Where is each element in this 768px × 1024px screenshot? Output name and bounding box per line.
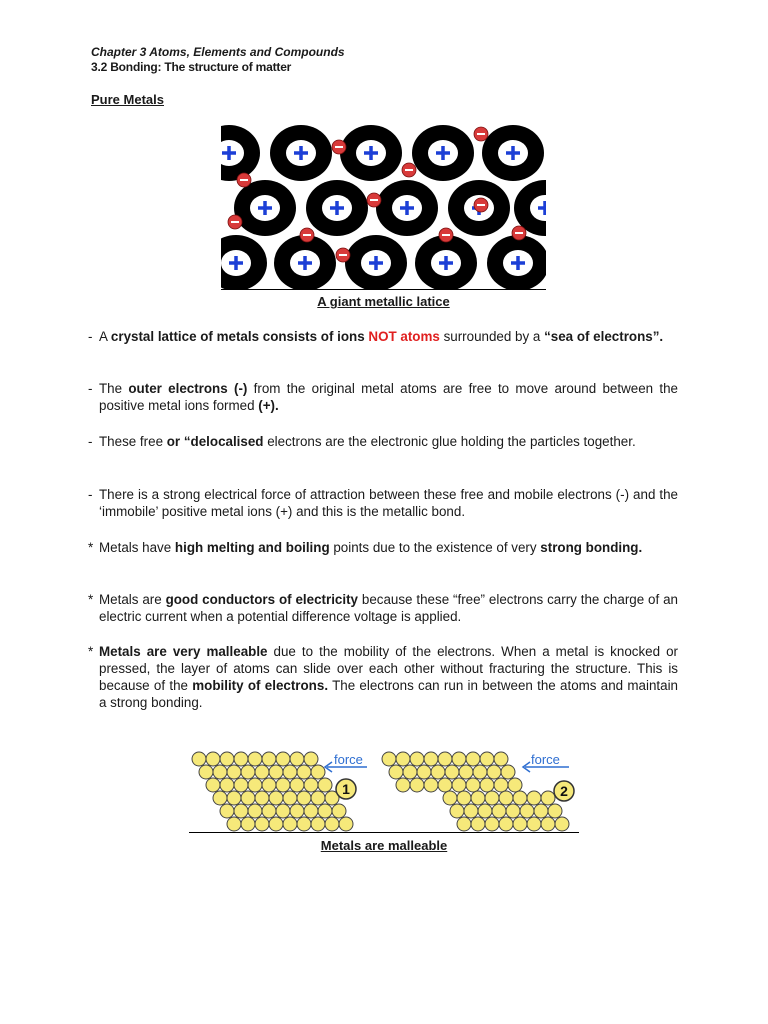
text-segment: There is a strong electrical force of attraction between these free and mobile electrons (-) and the ‘immobile’ positive metal ions (+) and this is the metallic bond.: [99, 487, 678, 519]
paragraph: [88, 643, 678, 711]
atom: [471, 791, 485, 805]
atom: [297, 791, 311, 805]
atom: [297, 817, 311, 831]
atom: [283, 817, 297, 831]
atom: [297, 765, 311, 779]
atom: [494, 752, 508, 766]
text-segment: “sea of electrons”.: [544, 329, 664, 344]
text-segment: A: [99, 329, 111, 344]
atom: [492, 804, 506, 818]
text-segment: surrounded by a: [439, 329, 545, 344]
metal-ion: [415, 235, 477, 290]
text-segment: strong bonding.: [540, 540, 643, 555]
atom: [262, 778, 276, 792]
bullet-marker: -: [88, 329, 93, 344]
atom: [241, 791, 255, 805]
atom: [485, 791, 499, 805]
paragraph: [88, 591, 678, 625]
atom: [248, 752, 262, 766]
atom: [311, 817, 325, 831]
force-arrow-1: [325, 752, 367, 772]
atom: [506, 804, 520, 818]
atom: [255, 765, 269, 779]
text-segment: because these “free” electrons carry the charge of an electric current when a potential difference voltage is applied.: [99, 592, 678, 624]
text-segment: due to the mobility of the electrons. When a metal is knocked or pressed, the layer of atoms can slide over each other without fracturing the structure. This is because of the: [99, 644, 679, 693]
atom: [213, 765, 227, 779]
metal-ion: [482, 125, 544, 181]
atom: [276, 804, 290, 818]
atom: [541, 791, 555, 805]
figure-baseline: [189, 832, 579, 833]
bullet-marker: -: [88, 434, 93, 449]
atom: [480, 752, 494, 766]
atom: [241, 765, 255, 779]
atom: [499, 791, 513, 805]
bullet-marker: *: [88, 592, 94, 607]
electron: [474, 198, 488, 212]
atom: [269, 791, 283, 805]
atom: [241, 817, 255, 831]
atom: [410, 752, 424, 766]
paragraph-text: [99, 643, 678, 711]
atom: [276, 778, 290, 792]
atom: [276, 752, 290, 766]
atom: [424, 778, 438, 792]
atom: [206, 778, 220, 792]
chapter-header: Chapter 3 Atoms, Elements and Compounds: [91, 45, 345, 59]
step-number: 2: [560, 783, 568, 799]
figure-caption: Metals are malleable: [320, 838, 448, 853]
figure-caption: A giant metallic latice: [317, 294, 450, 309]
step-badge-1: [336, 779, 356, 799]
atom: [499, 817, 513, 831]
paragraph: [88, 380, 678, 414]
text-segment: points due to the existence of very: [329, 540, 541, 555]
force-label: force: [531, 752, 560, 767]
atom: [220, 778, 234, 792]
text-segment: outer electrons (-): [128, 381, 248, 396]
atom: [471, 817, 485, 831]
metal-ion: [376, 180, 438, 236]
atom: [382, 752, 396, 766]
electron: [439, 228, 453, 242]
text-segment: good conductors of electricity: [165, 592, 358, 607]
text-segment: These free: [99, 434, 167, 449]
text-segment: Metals are very malleable: [99, 644, 268, 659]
atom: [234, 778, 248, 792]
atom: [255, 791, 269, 805]
atom: [234, 752, 248, 766]
metal-ion: [274, 235, 336, 290]
metal-ion: [221, 235, 267, 290]
atom: [480, 778, 494, 792]
atom: [248, 778, 262, 792]
text-segment: crystal lattice of metals consists of ions: [110, 329, 369, 344]
atom: [527, 817, 541, 831]
atom: [473, 765, 487, 779]
text-segment: The: [99, 381, 129, 396]
metal-ion: [234, 180, 296, 236]
atom: [534, 804, 548, 818]
text-segment: or “delocalised: [166, 434, 264, 449]
atom: [283, 765, 297, 779]
atom: [213, 791, 227, 805]
atom: [485, 817, 499, 831]
atom: [417, 765, 431, 779]
atom: [199, 765, 213, 779]
electron: [300, 228, 314, 242]
text-segment: (+).: [258, 398, 279, 413]
atom: [438, 778, 452, 792]
atom: [431, 765, 445, 779]
electron: [367, 193, 381, 207]
electron: [474, 127, 488, 141]
text-segment: Metals have: [99, 540, 175, 555]
atom: [487, 765, 501, 779]
atom: [438, 752, 452, 766]
atom: [248, 804, 262, 818]
electron: [237, 173, 251, 187]
paragraph-text: [99, 328, 678, 345]
bullet-marker: -: [88, 381, 93, 396]
atom: [520, 804, 534, 818]
atom: [443, 791, 457, 805]
text-segment: high melting and boiling: [174, 540, 330, 555]
metal-ion: [345, 235, 407, 290]
bullet-marker: *: [88, 540, 94, 555]
atom: [459, 765, 473, 779]
paragraph-text: [99, 486, 678, 520]
atom: [466, 752, 480, 766]
atom: [452, 752, 466, 766]
metal-ion: [412, 125, 474, 181]
atom: [304, 804, 318, 818]
electron: [336, 248, 350, 262]
paragraph-text: [99, 591, 678, 625]
section-heading: Pure Metals: [91, 92, 164, 107]
atom: [290, 752, 304, 766]
atom: [445, 765, 459, 779]
atom: [192, 752, 206, 766]
text-segment: electrons are the electronic glue holding the particles together.: [263, 434, 636, 449]
atom: [494, 778, 508, 792]
atom: [262, 804, 276, 818]
atom: [304, 778, 318, 792]
metal-ion: [270, 125, 332, 181]
paragraph-text: [99, 380, 678, 414]
atom: [508, 778, 522, 792]
bullet-marker: -: [88, 487, 93, 502]
force-label: force: [334, 752, 363, 767]
atom: [457, 791, 471, 805]
atom: [513, 791, 527, 805]
metal-ion: [221, 125, 260, 181]
atom: [304, 752, 318, 766]
atom: [541, 817, 555, 831]
atom: [513, 817, 527, 831]
electron: [402, 163, 416, 177]
atom: [548, 804, 562, 818]
paragraph: [88, 539, 678, 556]
metallic-lattice-figure: [221, 125, 546, 290]
atom: [501, 765, 515, 779]
positive-ions-group: [221, 125, 546, 290]
atom: [396, 778, 410, 792]
atom: [220, 752, 234, 766]
electron: [512, 226, 526, 240]
text-segment: NOT atoms: [368, 329, 440, 344]
atom: [290, 804, 304, 818]
atom: [464, 804, 478, 818]
paragraph-text: [99, 539, 678, 556]
atom: [527, 791, 541, 805]
atom: [466, 778, 480, 792]
metal-ion: [487, 235, 546, 290]
malleability-figure: [189, 747, 579, 833]
atom: [457, 817, 471, 831]
atom: [403, 765, 417, 779]
atom: [220, 804, 234, 818]
atom: [450, 804, 464, 818]
step-badge-2: [554, 781, 574, 801]
force-arrow-2: [523, 752, 569, 772]
atom: [318, 804, 332, 818]
atom: [234, 804, 248, 818]
atom: [332, 804, 346, 818]
atom: [206, 752, 220, 766]
atom: [269, 765, 283, 779]
paragraph-text: [99, 433, 678, 450]
atom: [389, 765, 403, 779]
electron: [332, 140, 346, 154]
bullet-marker: *: [88, 644, 94, 659]
atom: [396, 752, 410, 766]
atom: [262, 752, 276, 766]
paragraph: [88, 433, 678, 450]
atom: [227, 765, 241, 779]
text-segment: from the original metal atoms are free to move around between the positive metal ions formed: [99, 381, 678, 413]
paragraph: [88, 328, 678, 345]
atom: [269, 817, 283, 831]
atom: [452, 778, 466, 792]
atom: [311, 791, 325, 805]
atom: [555, 817, 569, 831]
figure-baseline: [221, 289, 546, 290]
atom: [227, 791, 241, 805]
atom: [283, 791, 297, 805]
metal-ion: [306, 180, 368, 236]
atom: [410, 778, 424, 792]
electron: [228, 215, 242, 229]
step-number: 1: [342, 781, 350, 797]
atom: [255, 817, 269, 831]
atom: [290, 778, 304, 792]
atom: [478, 804, 492, 818]
metal-ion: [340, 125, 402, 181]
atom: [424, 752, 438, 766]
text-segment: The electrons can run in between the atoms and maintain a strong bonding.: [99, 678, 679, 710]
atom: [318, 778, 332, 792]
paragraph: [88, 486, 678, 520]
atom: [227, 817, 241, 831]
atom: [311, 765, 325, 779]
atom: [325, 817, 339, 831]
text-segment: Metals are: [99, 592, 166, 607]
atom: [339, 817, 353, 831]
section-header: 3.2 Bonding: The structure of matter: [91, 60, 292, 74]
text-segment: mobility of electrons.: [192, 678, 329, 693]
